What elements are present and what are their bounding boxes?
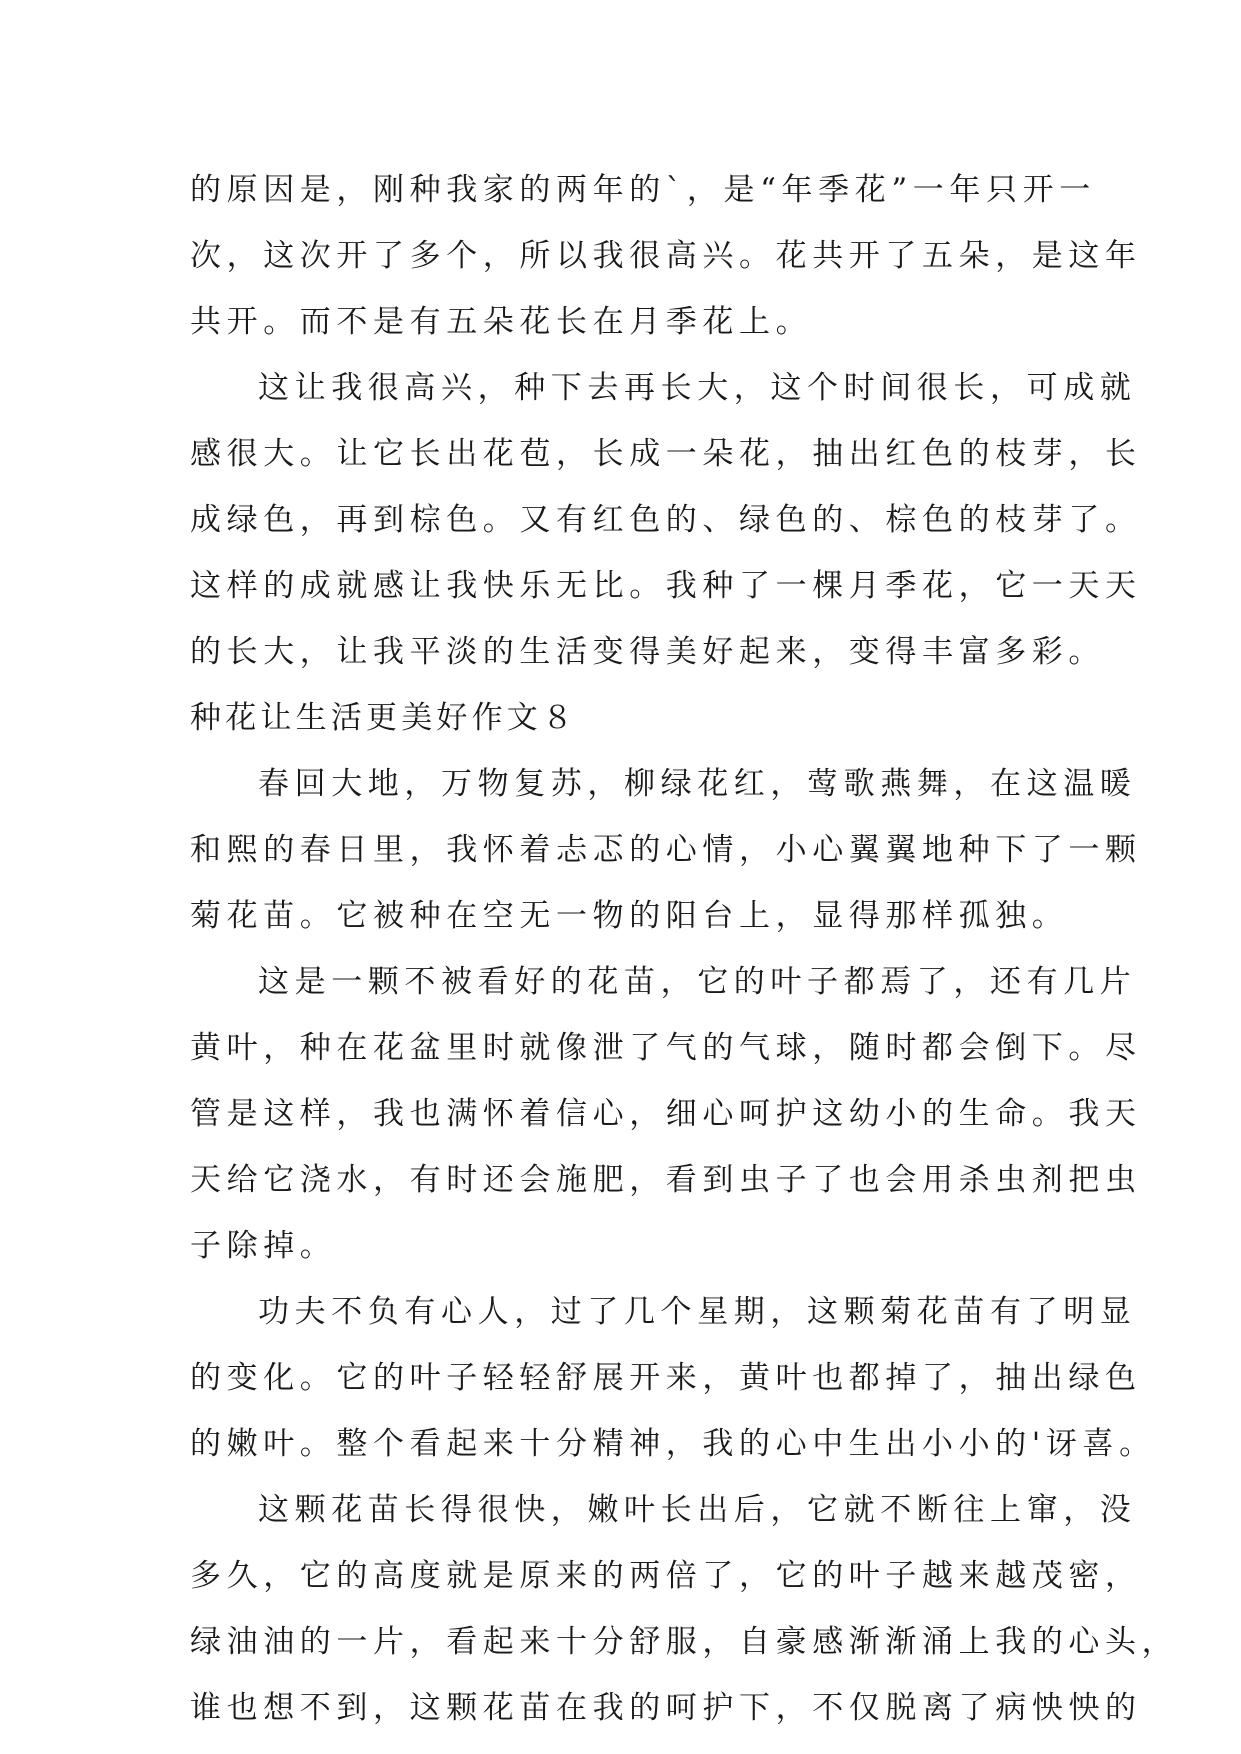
- paragraph-first-line: 这颗花苗长得很快，嫩叶长出后，它就不断往上窜，没: [258, 1492, 1137, 1528]
- paragraph-first-line: 功夫不负有心人，过了几个星期，这颗菊花苗有了明显: [258, 1294, 1137, 1330]
- paragraph-first-line: 春回大地，万物复苏，柳绿花红，莺歌燕舞，在这温暖: [258, 766, 1137, 802]
- text-line: 的原因是，刚种我家的两年的`，是“年季花”一年只开一: [190, 172, 1096, 208]
- text-line: 共开。而不是有五朵花长在月季花上。: [190, 304, 813, 340]
- essay-title: 种花让生活更美好作文８: [190, 700, 578, 736]
- text-line: 的长大，让我平淡的生活变得美好起来，变得丰富多彩。: [190, 634, 1105, 670]
- paragraph-first-line: 这让我很高兴，种下去再长大，这个时间很长，可成就: [258, 370, 1137, 406]
- text-line: 多久，它的高度就是原来的两倍了，它的叶子越来越茂密，: [190, 1558, 1142, 1594]
- text-line: 绿油油的一片，看起来十分舒服，自豪感渐渐涌上我的心头，: [190, 1624, 1179, 1660]
- article-body: [190, 157, 1179, 1741]
- text-line: 谁也想不到，这颗花苗在我的呵护下，不仅脱离了病怏怏的: [190, 1690, 1142, 1726]
- text-line: 天给它浇水，有时还会施肥，看到虫子了也会用杀虫剂把虫: [190, 1162, 1142, 1198]
- text-line: 和熙的春日里，我怀着忐忑的心情，小心翼翼地种下了一颗: [190, 832, 1142, 868]
- text-line: 菊花苗。它被种在空无一物的阳台上，显得那样孤独。: [190, 898, 1069, 934]
- text-line: 黄叶，种在花盆里时就像泄了气的气球，随时都会倒下。尽: [190, 1030, 1142, 1066]
- text-line: 的变化。它的叶子轻轻舒展开来，黄叶也都掉了，抽出绿色: [190, 1360, 1142, 1396]
- text-line: 成绿色，再到棕色。又有红色的、绿色的、棕色的枝芽了。: [190, 502, 1142, 538]
- text-line: 子除掉。: [190, 1228, 337, 1264]
- text-line: 这样的成就感让我快乐无比。我种了一棵月季花，它一天天: [190, 568, 1142, 604]
- text-line: 管是这样，我也满怀着信心，细心呵护这幼小的生命。我天: [190, 1096, 1142, 1132]
- text-line: 次，这次开了多个，所以我很高兴。花共开了五朵，是这年: [190, 238, 1142, 274]
- text-line: 的嫩叶。整个看起来十分精神，我的心中生出小小的'讶喜。: [190, 1426, 1156, 1462]
- text-line: 感很大。让它长出花苞，长成一朵花，抽出红色的枝芽，长: [190, 436, 1142, 472]
- paragraph-first-line: 这是一颗不被看好的花苗，它的叶子都焉了，还有几片: [258, 964, 1137, 1000]
